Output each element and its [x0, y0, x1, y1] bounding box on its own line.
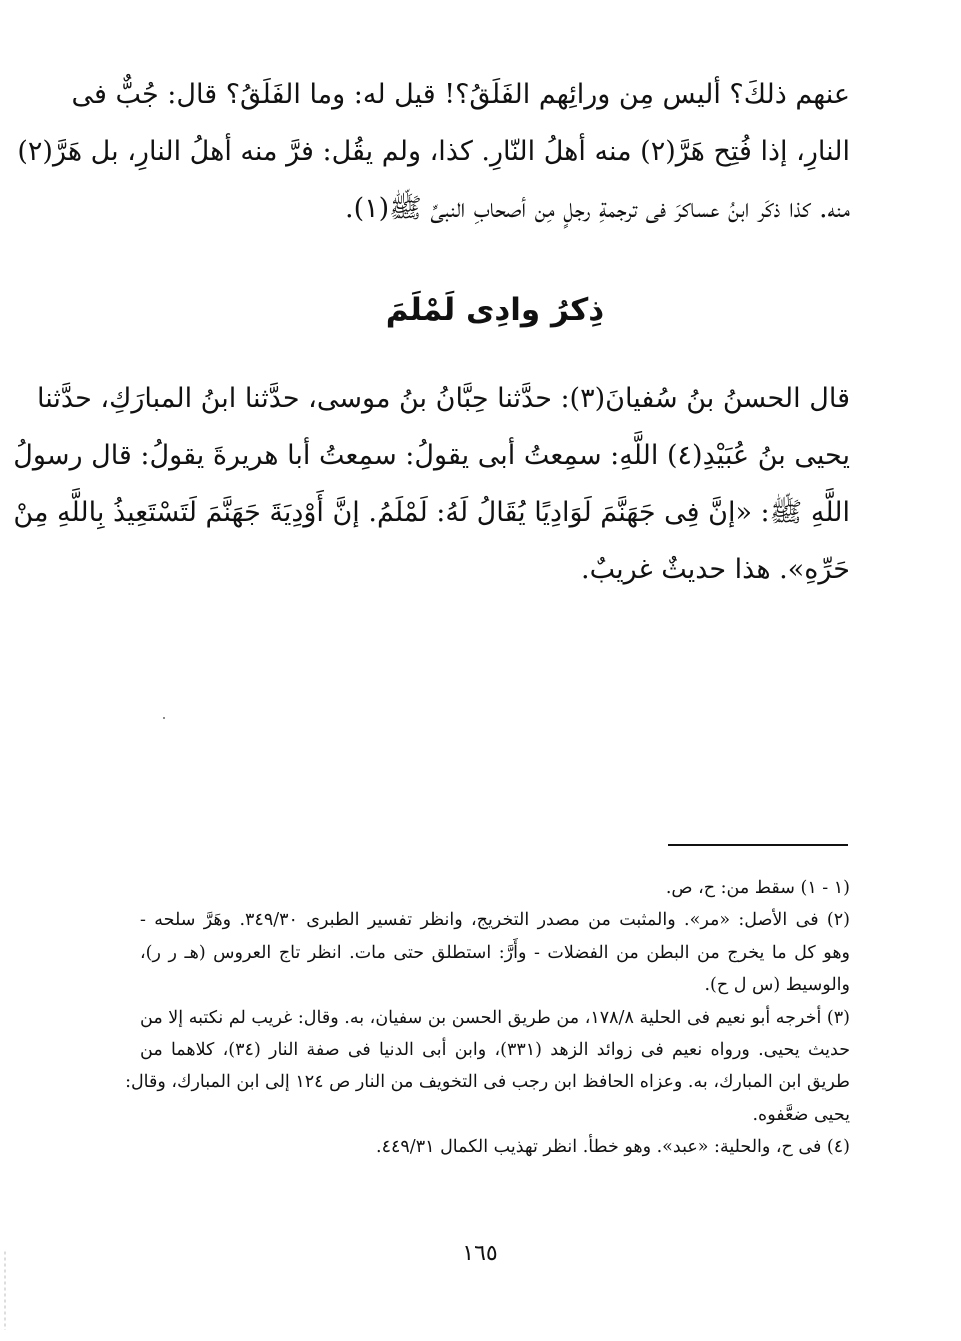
section-heading: ذِكرُ وادِى لَمْلَمَ [385, 292, 605, 328]
hadith-paragraph [13, 370, 850, 598]
intro-line-1: عنهم ذلكَ؟ أليس مِن ورائِهم الفَلَقُ؟! قيل له: وما الفَلَقُ؟ قال: جُبٌّ فى [71, 79, 850, 110]
footnote-line-8: يحيى ضعَّفوه. [752, 1104, 850, 1125]
scan-speck [163, 717, 165, 719]
footnote-line-5: (٣) أخرجه أبو نعيم فى الحلية ١٧٨/٨، من طريق الحسن بن سفيان، به. وقال: غريب لم نكتبه إلا من [140, 1007, 850, 1028]
hadith-line-1: قال الحسنُ بنُ سُفيانَ(٣): حدَّثنا حِبَّانُ بنُ موسى، حدَّثنا ابنُ المبارَكِ، حدَّثنا [37, 383, 850, 414]
hadith-line-4: حَرِّهِ». هذا حديثٌ غريبٌ. [580, 554, 850, 585]
page-number: ١٦٥ [462, 1241, 498, 1266]
footnote-divider [668, 844, 848, 846]
footnote-line-2: (٢) فى الأصل: «مر». والمثبت من مصدر التخريج، وانظر تفسير الطبرى ٣٤٩/٣٠. وهَرَّ سلحه - [140, 910, 850, 931]
intro-line-3: منه. كذا ذكَر ابنُ عساكرَ فى ترجمةِ رجلٍ مِن أصحابِ النبىِّ ﷺ(١). [345, 193, 850, 224]
hadith-line-3: اللَّهِ ﷺ: «إنَّ فِى جَهَنَّمَ لَوَادِيًا يُقَالُ لَهُ: لَمْلَمُ. إنَّ أَوْدِيَةَ جَهَنَّمَ لَتَسْتَعِيذُ بِاللَّهِ مِنْ [13, 497, 850, 528]
footnote-line-9: (٤) فى ح، والحلية: «عبد». وهو خطأ. انظر تهذيب الكمال ٤٤٩/٣١. [376, 1137, 850, 1158]
footnote-line-7: طريق ابن المبارك، به. وعزاه الحافظ ابن رجب فى التخويف من النار ص ١٢٤ إلى ابن المبارك، وقال: [125, 1072, 850, 1093]
intro-line-2: النارِ، إذا فُتِح هَرَّ(٢) منه أهلُ النّارِ. كذا، ولم يقُل: فرَّ منه أهلُ النارِ، بل هَرَّ(٢) [17, 136, 850, 167]
footnote-line-6: حديث يحيى. ورواه نعيم فى زوائد الزهد (٣٣١)، وابن أبى الدنيا فى صفة النار (٣٤)، كلاهما من [140, 1039, 851, 1060]
footnotes [125, 872, 851, 1164]
intro-paragraph [17, 66, 850, 237]
scan-edge-marks [4, 1250, 6, 1330]
footnote-line-3: وهو كل ما يخرج من البطن من الفضلات - وأَرَّ: استطلق حتى مات. انظر تاج العروس (هـ ر ر)، [140, 942, 850, 963]
hadith-line-2: يحيى بنُ عُبَيْدِ(٤) اللَّهِ: سمِعتُ أبى يقولُ: سمِعتُ أبا هريرةَ يقولُ: قال رسولُ [13, 440, 850, 471]
footnote-line-4: والوسيط (س ل ح). [704, 975, 850, 996]
footnote-line-1: (١ - ١) سقط من: ح، ص. [665, 878, 850, 898]
